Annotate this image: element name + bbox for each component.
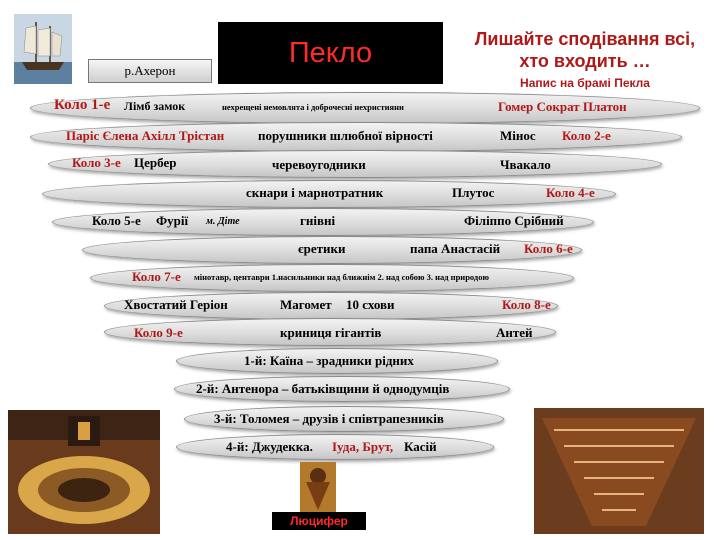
ring-1-figures: Гомер Сократ Платон bbox=[498, 99, 627, 114]
ship-illustration bbox=[14, 14, 72, 84]
lucifer-illustration bbox=[300, 462, 336, 512]
ring-9-circle: Коло 9-е bbox=[134, 325, 183, 340]
ring-1-circle: Коло 1-е bbox=[54, 97, 111, 113]
ring-5-circle: Коло 5-е bbox=[92, 213, 141, 228]
ring-8-place: 10 схови bbox=[346, 297, 395, 312]
ring-9-guard: Антей bbox=[496, 325, 533, 340]
acheron-label: р.Ахерон bbox=[88, 59, 212, 83]
ring-8-guard: Хвостатий Геріон bbox=[124, 297, 228, 312]
ring-8-sinners: Магомет bbox=[280, 297, 332, 312]
ring-2-circle: Коло 2-е bbox=[562, 128, 611, 143]
ring-3-circle: Коло 3-е bbox=[72, 155, 121, 170]
gate-quote-caption: Напис на брамі Пекла bbox=[520, 76, 650, 90]
ring-7-text: мінотавр, центаври 1.насильники над ближнім 2. над собою 3. над природою bbox=[194, 272, 489, 282]
page-title: Пекло bbox=[288, 36, 373, 69]
ring-6-figures: папа Анастасій bbox=[410, 241, 501, 256]
zone-4-names: Іуда, Брут, bbox=[332, 439, 394, 454]
gate-inscription bbox=[466, 14, 704, 98]
ring-2-figures: Паріс Єлена Ахілл Трістан bbox=[66, 128, 225, 143]
ring-3-guard: Цербер bbox=[134, 155, 177, 170]
gate-quote: Лишайте сподівання всі, хто входить … bbox=[474, 29, 696, 71]
ring-1-sinners: нехрещені немовлята і доброчесні нехристияни bbox=[222, 102, 404, 112]
ring-5-place: м. Діте bbox=[206, 216, 240, 227]
ring-9-place: криниця гігантів bbox=[280, 325, 382, 340]
zone-3-text: 3-й: Толомея – друзів і співтрапезників bbox=[214, 411, 444, 426]
lucifer-label: Люцифер bbox=[272, 512, 366, 530]
ring-3-figures: Чвакало bbox=[500, 157, 551, 172]
ring-4-guard: Плутос bbox=[452, 185, 495, 200]
zone-1-text: 1-й: Каїна – зрадники рідних bbox=[244, 353, 414, 368]
title-box bbox=[218, 22, 443, 84]
ring-4-circle: Коло 4-е bbox=[546, 185, 595, 200]
ring-4-sinners: скнари і марнотратник bbox=[246, 185, 384, 200]
ring-6-sinners: єретики bbox=[298, 241, 346, 256]
ring-3-sinners: черевоугодники bbox=[272, 157, 366, 172]
ring-2-guard: Мінос bbox=[500, 128, 536, 143]
ring-6-circle: Коло 6-е bbox=[524, 241, 573, 256]
ring-2-sinners: порушники шлюбної вірності bbox=[258, 128, 433, 143]
zone-4-prefix: 4-й: Джудекка. bbox=[226, 439, 313, 454]
ring-5-figures: Філіппо Срібний bbox=[464, 213, 564, 228]
zone-4-last: Касій bbox=[404, 439, 437, 454]
ring-5-sinners: гнівні bbox=[300, 213, 336, 228]
inferno-illustration-right bbox=[534, 408, 704, 534]
inferno-illustration-left bbox=[8, 410, 160, 534]
ring-5-guard: Фурії bbox=[156, 213, 189, 228]
ring-8-circle: Коло 8-е bbox=[502, 297, 551, 312]
ring-1-place: Лімб замок bbox=[124, 99, 186, 113]
zone-2-text: 2-й: Антенора – батьківщини й однодумців bbox=[196, 381, 450, 396]
ring-7-circle: Коло 7-е bbox=[132, 269, 181, 284]
